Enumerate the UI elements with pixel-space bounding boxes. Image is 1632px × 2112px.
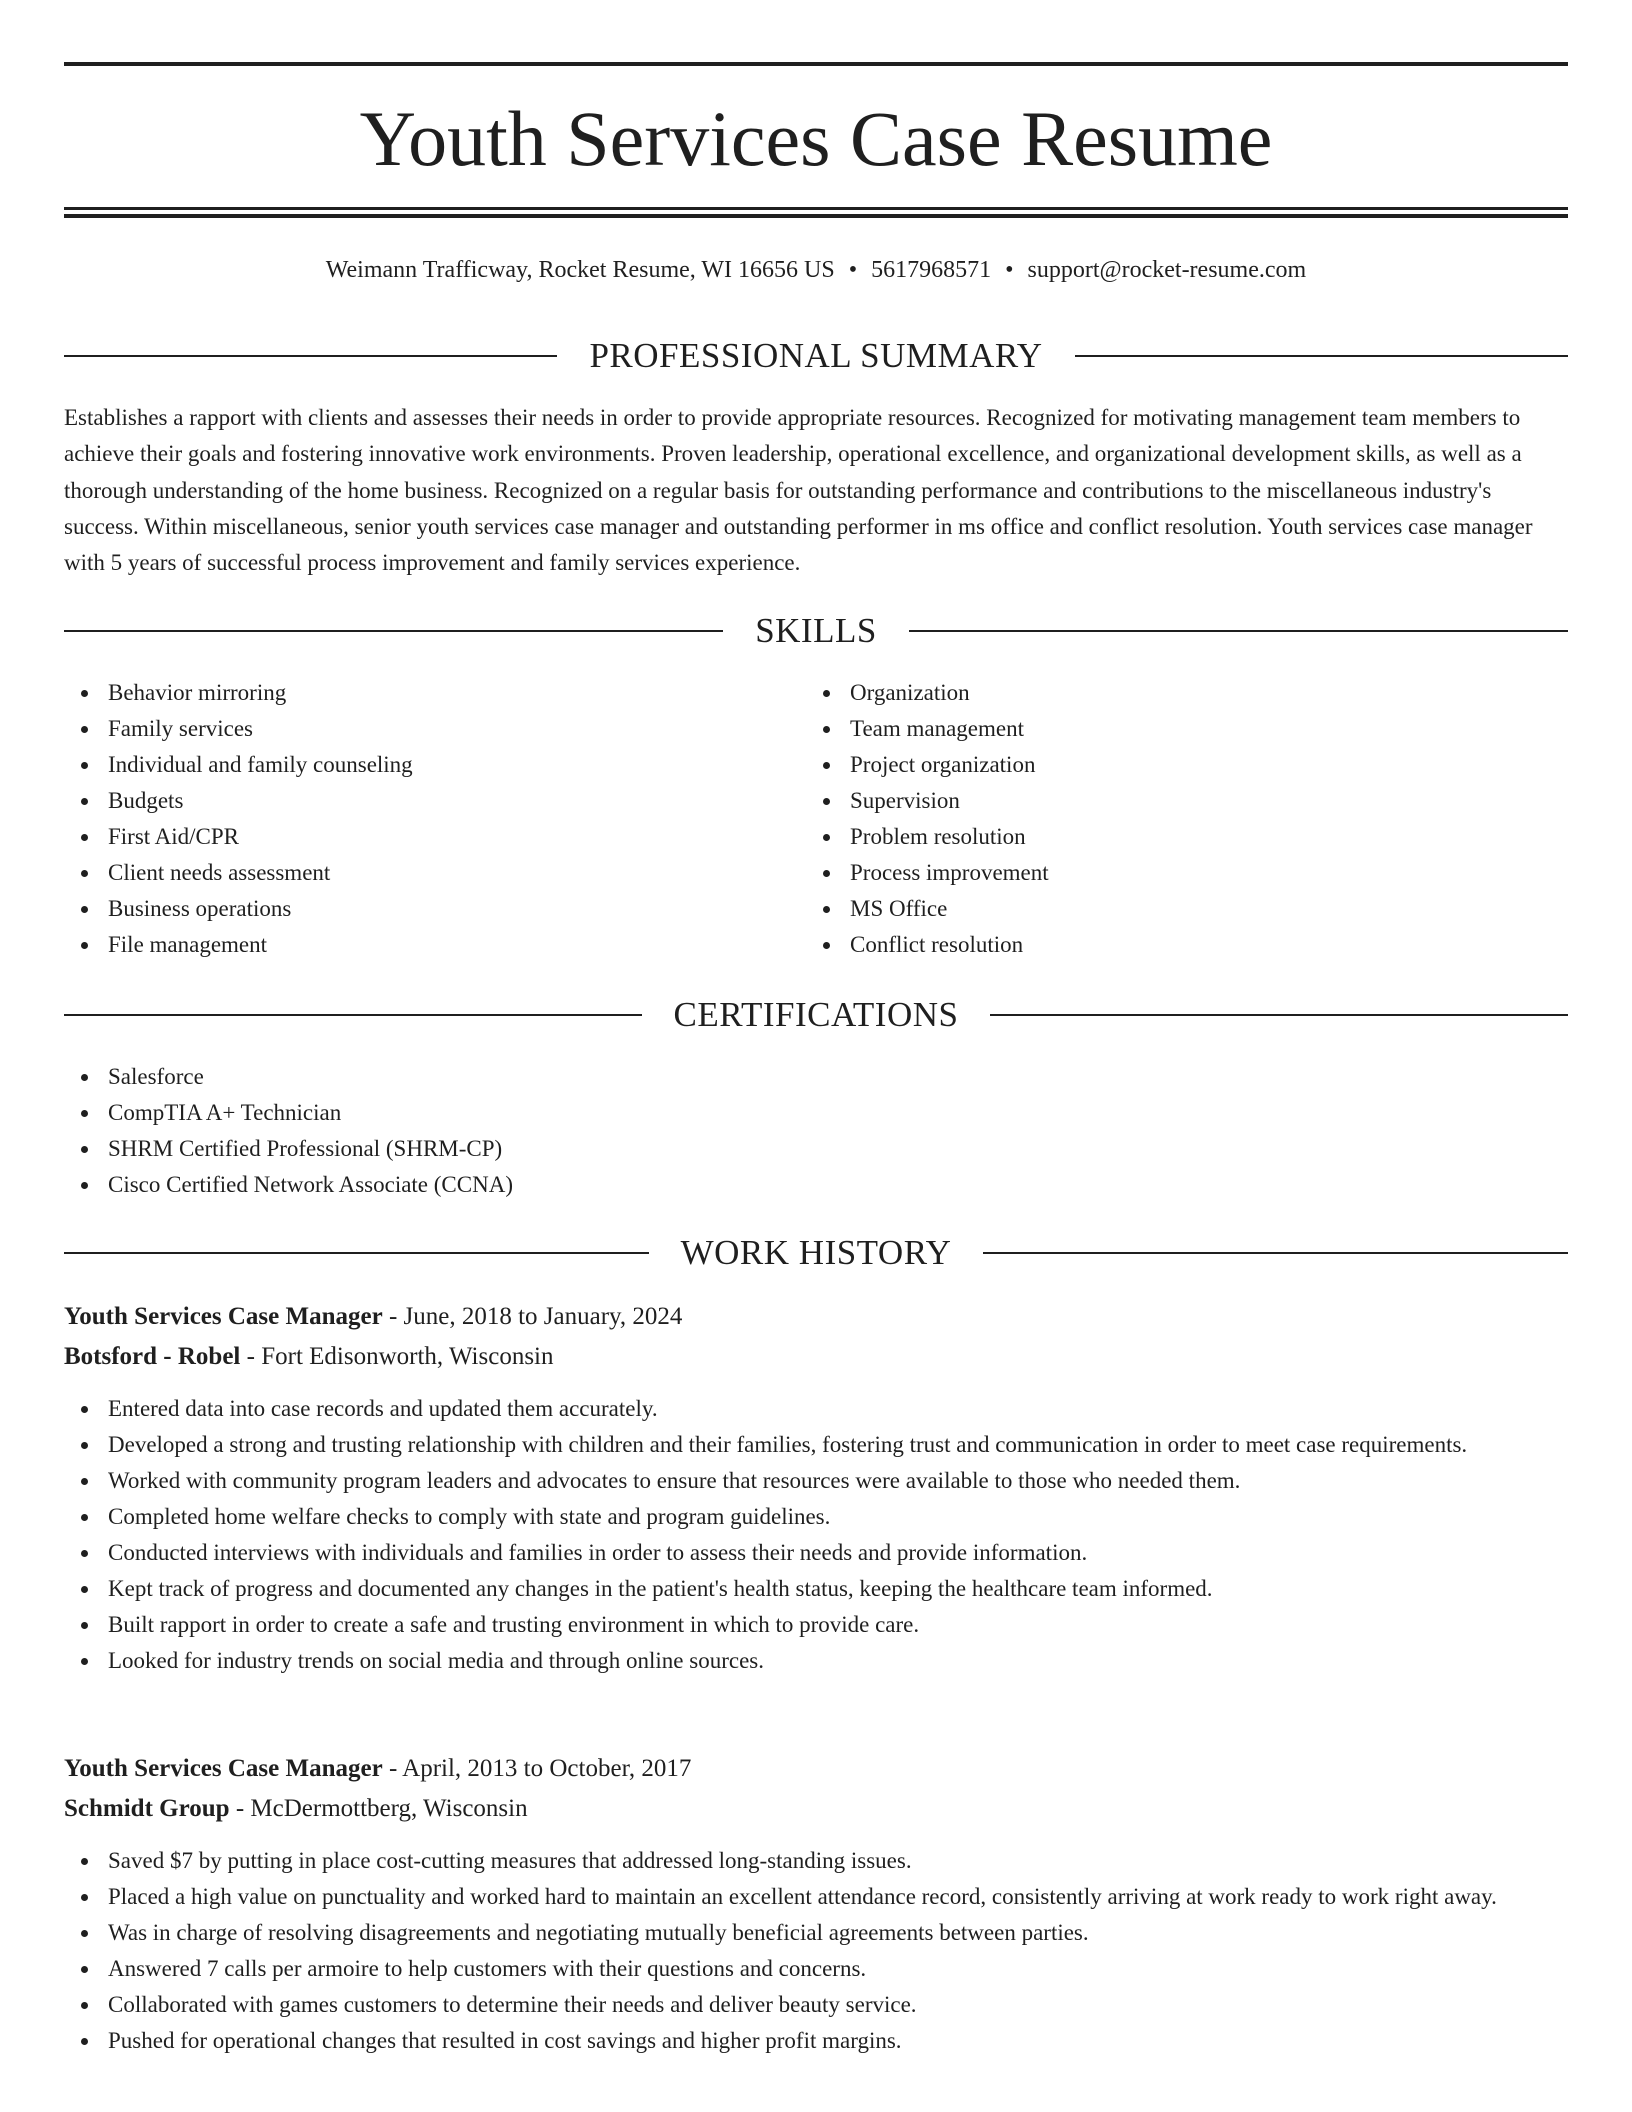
heading-rule-left — [64, 1014, 642, 1016]
job-company-line: Schmidt Group - McDermottberg, Wisconsin — [64, 1795, 528, 1822]
section-heading-skills — [64, 609, 1568, 653]
contact-email[interactable]: support@rocket-resume.com — [1027, 257, 1307, 283]
certification-item: SHRM Certified Professional (SHRM-CP) — [64, 1131, 1568, 1167]
heading-rule-right — [1075, 355, 1568, 357]
job-bullet-list — [64, 1843, 1568, 2059]
summary-paragraph: Establishes a rapport with clients and assesses their needs in order to provide appropriate resources. Recognized for motivating management team members to achieve their goals and fostering innovative work environments. Proven leadership, operational excellence, and organizational development skills, as well as a thorough understanding of the home business. Recognized on a regular basis for outstanding performance and contributions to the miscellaneous industry's success. Within miscellaneous, senior youth services case manager and outstanding performer in ms office and conflict resolution. Youth services case manager with 5 years of successful process improvement and family services experience. — [64, 405, 1533, 576]
section-title: CERTIFICATIONS — [673, 995, 959, 1034]
heading-rule-right — [909, 630, 1568, 632]
section-heading-certifications — [64, 993, 1568, 1037]
job-location: McDermottberg, Wisconsin — [250, 1795, 528, 1822]
certification-item: CompTIA A+ Technician — [64, 1095, 1568, 1131]
contact-line — [64, 252, 1568, 288]
job-bullet: Completed home welfare checks to comply with state and program guidelines. — [64, 1499, 1568, 1535]
job-title-line: Youth Services Case Manager - April, 2013 to October, 2017 — [64, 1755, 692, 1782]
heading-rule-left — [64, 1252, 649, 1254]
job-bullet: Conducted interviews with individuals and families in order to assess their needs and provide information. — [64, 1535, 1568, 1571]
skill-item: Problem resolution — [806, 819, 1546, 855]
heading-rule-left — [64, 355, 557, 357]
job-bullet: Entered data into case records and updated them accurately. — [64, 1391, 1568, 1427]
job-company: Botsford - Robel — [64, 1343, 241, 1370]
skill-item: Team management — [806, 711, 1546, 747]
job-bullet: Placed a high value on punctuality and worked hard to maintain an excellent attendance record, consistently arriving at work ready to work right away. — [64, 1879, 1568, 1915]
skill-item: Organization — [806, 675, 1546, 711]
heading-rule-right — [990, 1014, 1568, 1016]
section-title: WORK HISTORY — [680, 1233, 952, 1272]
job-bullet: Was in charge of resolving disagreements and negotiating mutually beneficial agreements between parties. — [64, 1915, 1568, 1951]
section-title: PROFESSIONAL SUMMARY — [589, 336, 1043, 375]
certifications-list — [64, 1059, 1568, 1203]
job-bullet: Saved $7 by putting in place cost-cutting measures that addressed long-standing issues. — [64, 1843, 1568, 1879]
skill-item: Individual and family counseling — [64, 747, 804, 783]
job-bullet-list — [64, 1391, 1568, 1679]
skills-list-left — [64, 675, 804, 963]
skill-item: First Aid/CPR — [64, 819, 804, 855]
job-bullet: Kept track of progress and documented any changes in the patient's health status, keeping the healthcare team informed. — [64, 1571, 1568, 1607]
job-bullet: Worked with community program leaders and advocates to ensure that resources were available to those who needed them. — [64, 1463, 1568, 1499]
skill-item: Conflict resolution — [806, 927, 1546, 963]
heading-rule-left — [64, 630, 723, 632]
skill-item: Supervision — [806, 783, 1546, 819]
job-company: Schmidt Group — [64, 1795, 230, 1822]
job-location: Fort Edisonworth, Wisconsin — [261, 1343, 554, 1370]
header-double-rule-lower — [64, 214, 1568, 218]
skill-item: Budgets — [64, 783, 804, 819]
contact-phone: 5617968571 — [871, 257, 992, 283]
skill-item: File management — [64, 927, 804, 963]
resume-title: Youth Services Case Resume — [359, 95, 1273, 182]
heading-rule-right — [983, 1252, 1568, 1254]
job-title: Youth Services Case Manager — [64, 1303, 383, 1330]
section-heading-work-history — [64, 1231, 1568, 1275]
job-dates: April, 2013 to October, 2017 — [402, 1755, 692, 1782]
job-bullet: Pushed for operational changes that resulted in cost savings and higher profit margins. — [64, 2023, 1568, 2059]
skill-item: Process improvement — [806, 855, 1546, 891]
header-top-rule — [64, 62, 1568, 66]
job-bullet: Answered 7 calls per armoire to help customers with their questions and concerns. — [64, 1951, 1568, 1987]
certification-item: Salesforce — [64, 1059, 1568, 1095]
skills-list-right — [806, 675, 1546, 963]
job-title-line: Youth Services Case Manager - June, 2018 to January, 2024 — [64, 1303, 683, 1330]
job-bullet: Looked for industry trends on social media and through online sources. — [64, 1643, 1568, 1679]
section-heading-summary — [64, 334, 1568, 378]
job-bullet: Built rapport in order to create a safe and trusting environment in which to provide care. — [64, 1607, 1568, 1643]
job-title: Youth Services Case Manager — [64, 1755, 383, 1782]
skill-item: Client needs assessment — [64, 855, 804, 891]
job-company-line: Botsford - Robel - Fort Edisonworth, Wisconsin — [64, 1343, 554, 1370]
contact-address: Weimann Trafficway, Rocket Resume, WI 16656 US — [325, 257, 835, 283]
skill-item: Family services — [64, 711, 804, 747]
section-title: SKILLS — [755, 611, 877, 650]
job-bullet: Collaborated with games customers to determine their needs and deliver beauty service. — [64, 1987, 1568, 2023]
certification-item: Cisco Certified Network Associate (CCNA) — [64, 1167, 1568, 1203]
contact-separator: • — [1005, 257, 1014, 283]
contact-separator: • — [848, 257, 858, 283]
skill-item: Business operations — [64, 891, 804, 927]
job-dates: June, 2018 to January, 2024 — [403, 1303, 683, 1330]
skill-item: MS Office — [806, 891, 1546, 927]
skill-item: Behavior mirroring — [64, 675, 804, 711]
skill-item: Project organization — [806, 747, 1546, 783]
job-bullet: Developed a strong and trusting relationship with children and their families, fostering trust and communication in order to meet case requirements. — [64, 1427, 1568, 1463]
header-double-rule-upper — [64, 207, 1568, 210]
